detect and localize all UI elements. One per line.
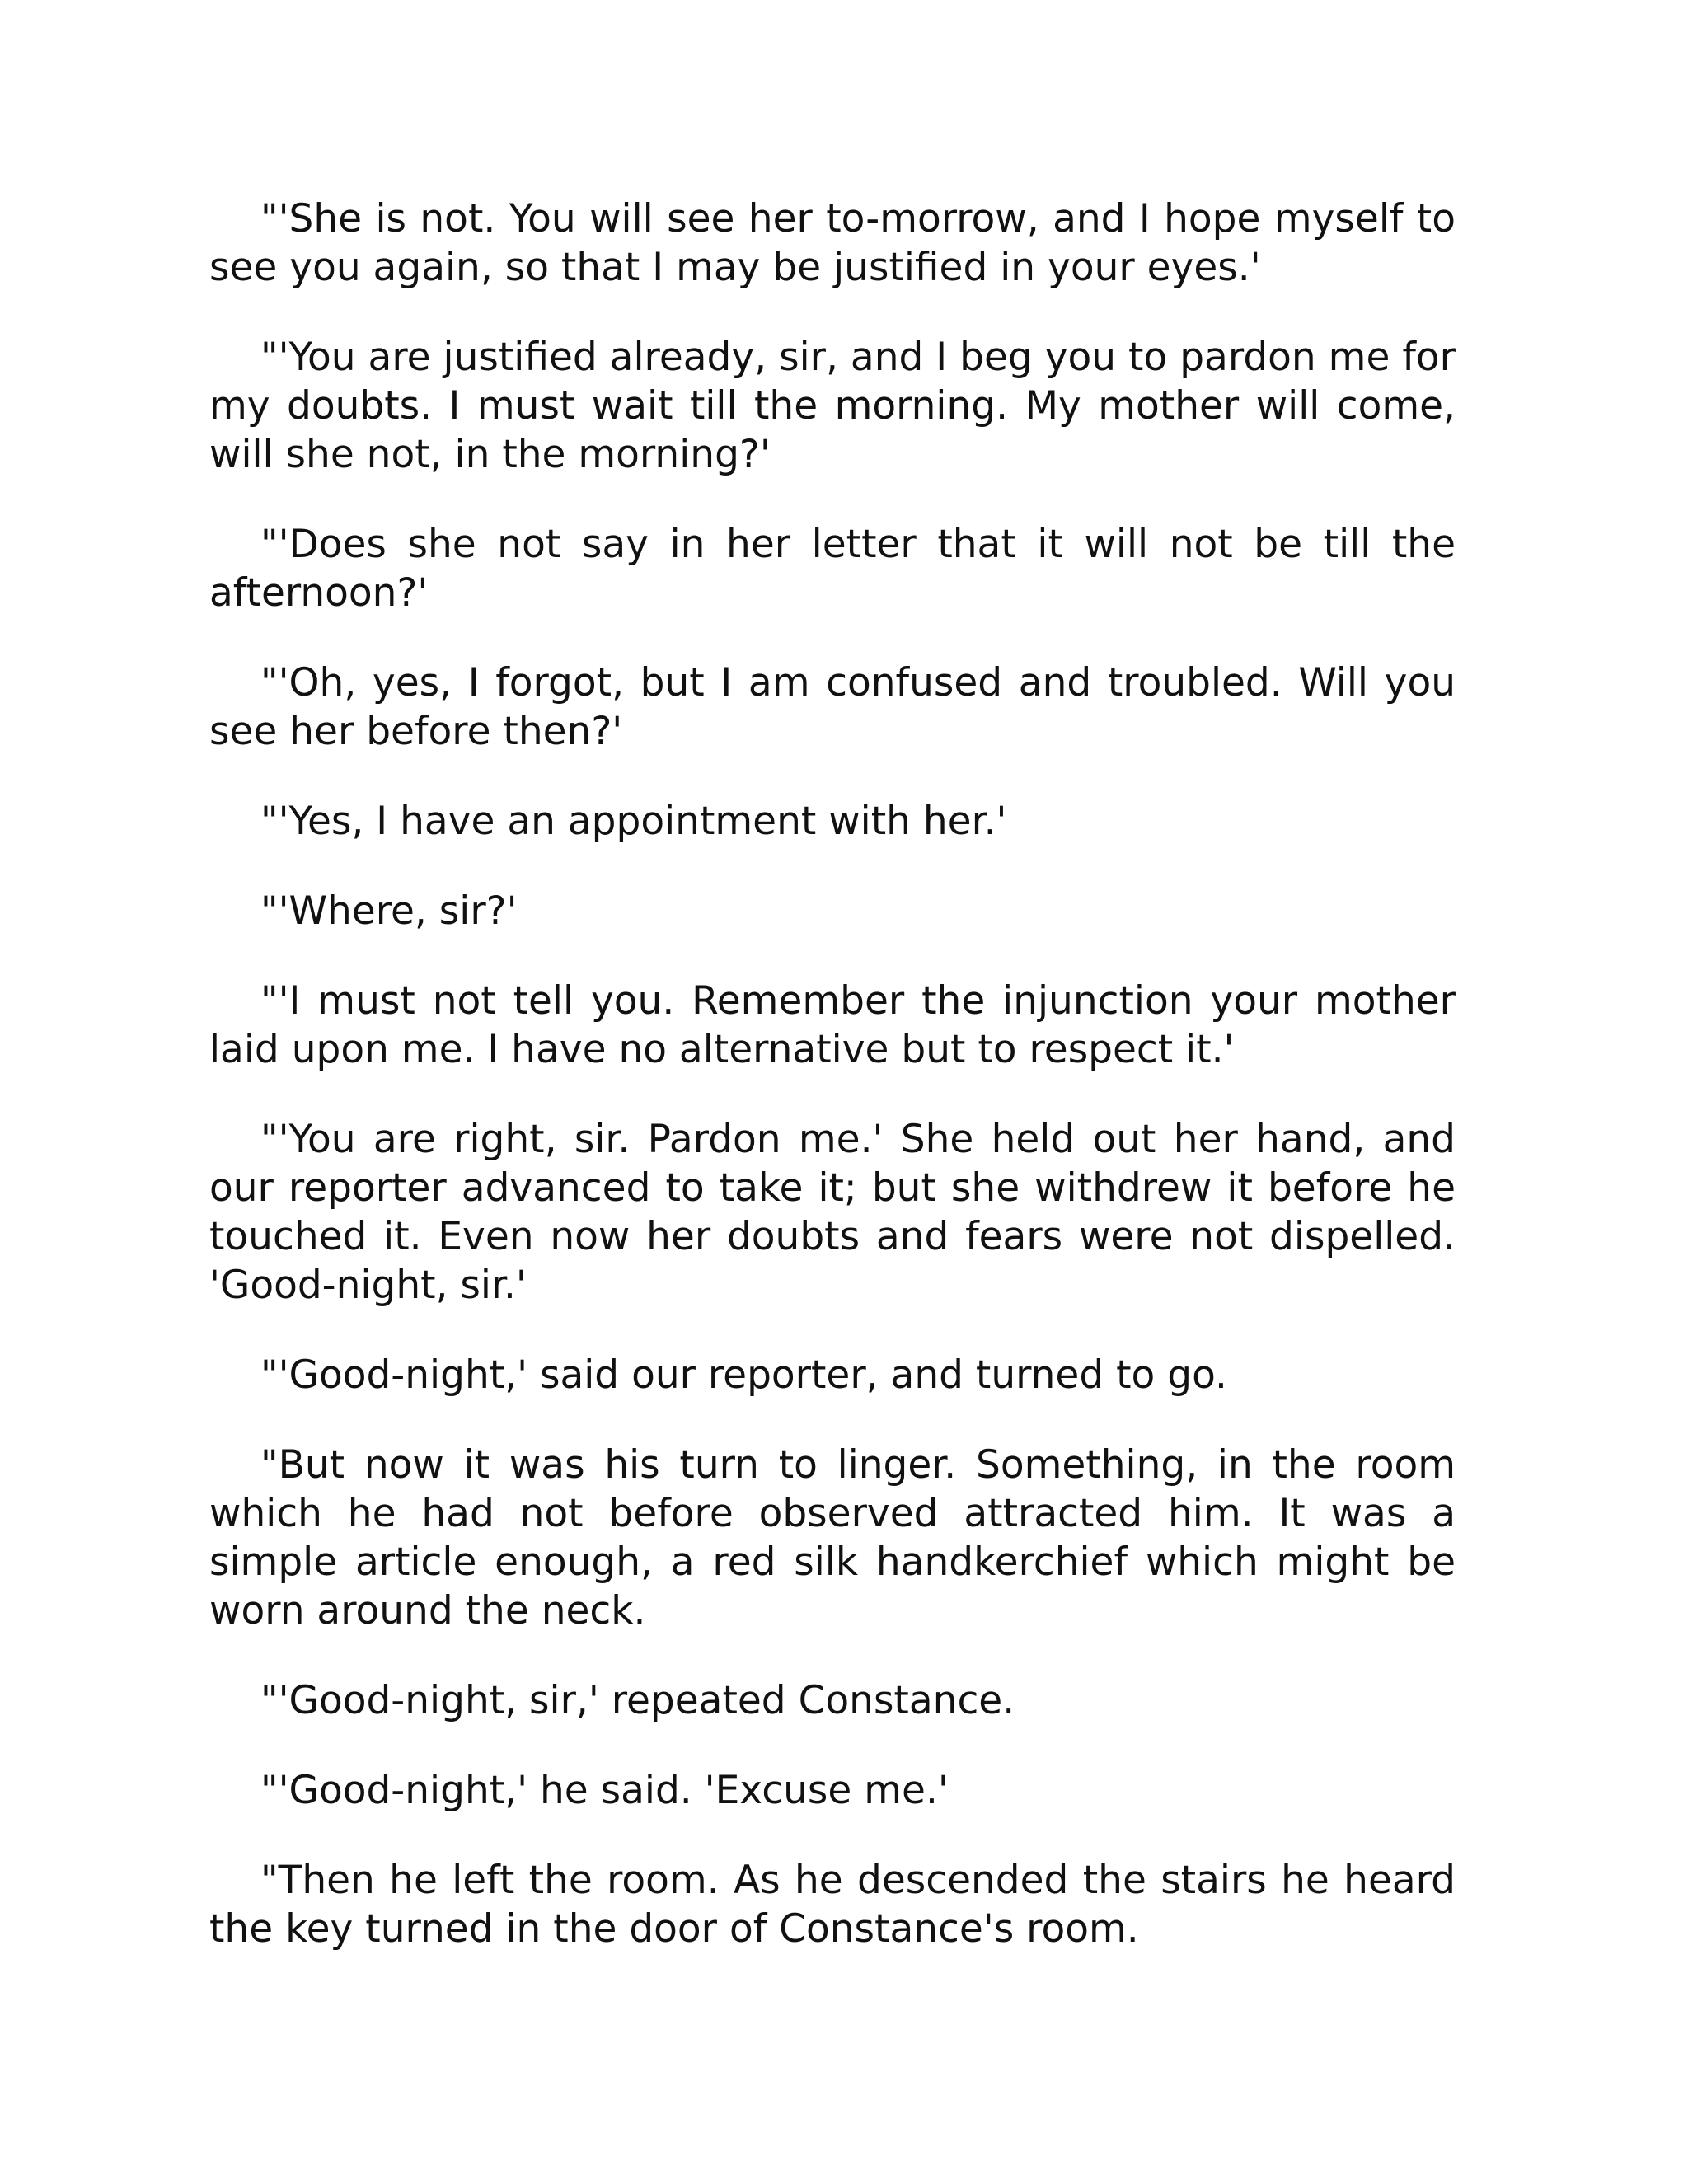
paragraph: "'Good-night,' said our reporter, and turned to go. [260,1352,1227,1398]
page-text [209,194,1456,1994]
paragraph: "But now it was his turn to linger. Something, in the room which he had not before observed attracted him. It was a simple article enough, a red silk handkerchief which might be worn around the neck. [209,1442,1456,1633]
paragraph: "'You are justified already, sir, and I beg you to pardon me for my doubts. I must wait till the morning. My mother will come, will she not, in the morning?' [209,335,1456,477]
paragraph: "'Good-night,' he said. 'Excuse me.' [260,1768,949,1813]
paragraph: "'Where, sir?' [260,888,518,934]
paragraph: "'Good-night, sir,' repeated Constance. [260,1678,1015,1723]
paragraph: "'I must not tell you. Remember the injunction your mother laid upon me. I have no alternative but to respect it.' [209,978,1456,1072]
paragraph: "Then he left the room. As he descended the stairs he heard the key turned in the door of Constance's room. [209,1858,1456,1952]
paragraph: "'You are right, sir. Pardon me.' She held out her hand, and our reporter advanced to take it; but she withdrew it before he touched it. Even now her doubts and fears were not dispelled. 'Good-night, sir.' [209,1117,1456,1308]
paragraph: "'Yes, I have an appointment with her.' [260,799,1007,844]
paragraph: "'Does she not say in her letter that it will not be till the afternoon?' [209,522,1456,616]
paragraph: "'She is not. You will see her to-morrow, and I hope myself to see you again, so that I may be justified in your eyes.' [209,196,1456,290]
paragraph: "'Oh, yes, I forgot, but I am confused and troubled. Will you see her before then?' [209,660,1456,754]
